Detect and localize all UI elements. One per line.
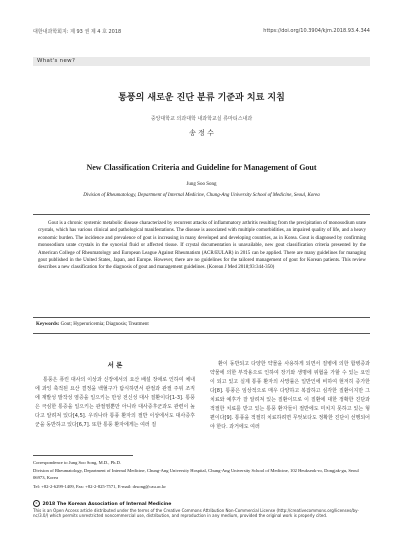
doi-link[interactable]: https://doi.org/10.3904/kjm.2018.93.4.344 bbox=[263, 28, 370, 34]
section-label: What's new? bbox=[37, 58, 76, 64]
correspondence-address: Division of Rheumatology, Department of Internal Medicine, Chung-Ang University Hospital, Chung-Ang University School of Medicine, 102 Heukseok-ro, Dongjak-gu, Seoul 06973, Korea bbox=[33, 468, 359, 480]
intro-heading: 서 론 bbox=[107, 361, 123, 369]
english-affiliation: Division of Rheumatology, Department of Internal Medicine, Chung-Ang University School of Medicine, Seoul, Korea bbox=[83, 193, 320, 198]
correspondence-contact: Tel: +82-2-6299-1409, Fax: +82-2-825-7571, E-mail: drsong@cau.ac.kr bbox=[33, 484, 166, 489]
section-label-bar bbox=[33, 57, 370, 66]
korean-affiliation: 중앙대학교 의과대학 내과학교실 류마티스내과 bbox=[150, 116, 253, 122]
intro-left-column: 통풍은 퓨린 대사의 이상과 신장에서의 요산 배설 장애로 인하여 체내에 과잉 축적된 요산 결정을 백혈구가 탐식하면서 관절과 관절 주위 조직에 재발성 발작성 염증을 일으키는 만성 전신성 대사 질환이다[1-3]. 통풍은 극심한 통증을 일으키는 관절염뿐만 아니라 대사증후군과도 관련이 높다고 알려져 있다[4,5]. 우리나라 통풍 환자의 절반 이상에서도 대사증후군을 동반하고 있다[6,7]. 또한 통풍 환자에게는 여러 질 bbox=[35, 377, 195, 428]
english-author: Jung Soo Song bbox=[186, 182, 217, 187]
correspondence-name: Correspondence to Jung Soo Song, M.D., Ph.D. bbox=[33, 460, 122, 465]
intro-right-column: 환이 동반되고 다양한 약물을 사용하게 되면서 질병에 의한 합병증과 약물에 의한 부작용으로 인하여 장기와 생명에 위협을 가할 수 있는 요인이 되고 있고 실제 통풍 환자의 사망률은 일반인에 비하여 현저히 증가한다[8]. 통풍은 임상적으로 매우 다양하고 복잡하고 심각한 질환이지만 그 치료와 예후가 잘 알려져 있는 질환이므로 이 질환에 대한 정확한 진단과 적절한 치료를 받고 있는 통풍 환자들이 절반에도 미치지 못하고 있는 형편이다[9]. 통풍을 적절히 치료하려면 무엇보다도 정확한 진단이 선행되어야 한다. 과거에도 여러 bbox=[210, 361, 370, 430]
footnote-rule bbox=[33, 455, 133, 456]
copyright-line bbox=[33, 500, 370, 507]
keywords-rule bbox=[33, 333, 370, 334]
abstract-bottom-rule bbox=[33, 317, 370, 318]
keywords-text: Gout; Hyperuricemia; Diagnosis; Treatment bbox=[60, 322, 149, 327]
journal-issue: 대한내과학회지: 제 93 권 제 4 호 2018 bbox=[33, 29, 122, 35]
keywords-label: Keywords: bbox=[36, 322, 60, 327]
english-title: New Classification Criteria and Guideline for Management of Gout bbox=[86, 163, 317, 172]
copyright-text: 2018 The Korean Association of Internal Medicine bbox=[42, 502, 172, 507]
korean-title: 통풍의 새로운 진단 분류 기준과 치료 지침 bbox=[118, 93, 285, 103]
abstract-top-rule bbox=[33, 214, 370, 215]
korean-author: 송 정 수 bbox=[189, 129, 214, 137]
copyright-icon: c bbox=[33, 500, 40, 507]
keywords bbox=[36, 322, 149, 327]
running-header bbox=[33, 28, 370, 38]
license-text: This is an Open Access article distributed under the terms of the Creative Commons Attribution Non-Commercial License (http://creativecommons.org/licenses/by-nc/3.0/) which permits unrestricted noncommercial use, distribution, and reproduction in any medium, provided the original work is properly cited. bbox=[33, 508, 359, 519]
abstract: Gout is a chronic systemic metabolic disease characterized by recurrent attacks of inflammatory arthritis resulting from the precipitation of monosodium urate crystals, which has various clinical and pathological manifestations. The disease is associated with multiple comorbidities, an impaired quality of life, and a heavy economic burden. The incidence and prevalence of gout is increasing in many developed and developing countries, as in Korea. Gout is diagnosed by confirming monosodium urate crystals in the synovial fluid or affected tissue. If crystal documentation is unavailable, new gout classification criteria presented by the American College of Rheumatology and European League Against Rheumatism (ACR/EULAR) in 2015 can be applied. There are many guidelines for managing gout published in the United States, Japan, and Europe. However, there are no guidelines for the tailored management of gout for Korean patients. This review describes a new classification for the diagnosis of gout and management guidelines. (Korean J Med 2018;93:344-350) bbox=[38, 221, 366, 271]
